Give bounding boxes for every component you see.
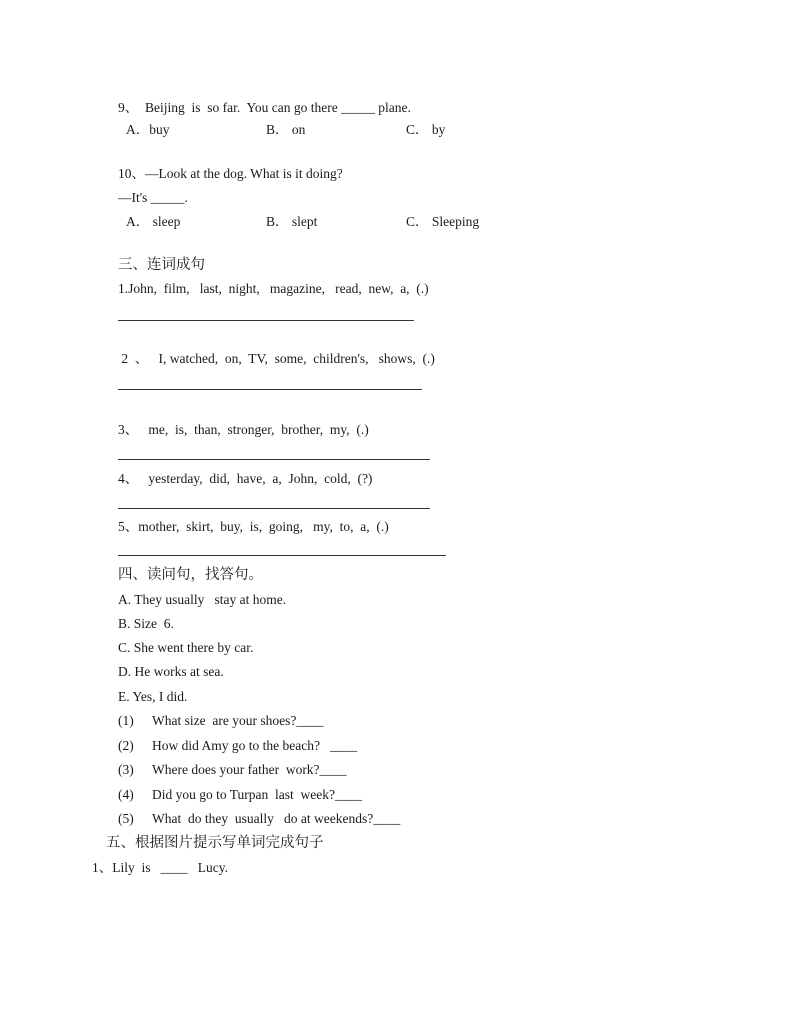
- answer-e: E. Yes, I did.: [118, 689, 188, 704]
- question-3-text: Where does your father work?____: [152, 762, 347, 777]
- question-2-text: How did Amy go to the beach? ____: [152, 738, 358, 753]
- answer-a: A. They usually stay at home.: [118, 592, 287, 607]
- q10-option-c: C． Sleeping: [406, 214, 480, 229]
- q9-stem: 9、 Beijing is so far. You can go there _____ plane.: [118, 100, 411, 115]
- question-4-text: Did you go to Turpan last week?____: [152, 787, 362, 802]
- section3-title: 三、连词成句: [118, 257, 205, 273]
- q9-option-b: B． on: [266, 122, 306, 137]
- answer-line-5[interactable]: [118, 555, 446, 556]
- section3-item-2: 2 、 I, watched, on, TV, some, children's, shows, (.): [118, 351, 435, 366]
- q10-reply: —It's _____.: [118, 190, 188, 205]
- q10-option-a: A． sleep: [126, 214, 181, 229]
- answer-line-2[interactable]: [118, 389, 422, 390]
- section5-item-1: 1、Lily is ____ Lucy.: [92, 860, 228, 875]
- q9-option-a: A．buy: [126, 122, 170, 137]
- answer-d: D. He works at sea.: [118, 664, 224, 679]
- q10-option-b: B． slept: [266, 214, 318, 229]
- answer-line-1[interactable]: [118, 320, 414, 321]
- q9-option-c: C． by: [406, 122, 446, 137]
- answer-b: B. Size 6.: [118, 616, 174, 631]
- section3-item-3: 3、 me, is, than, stronger, brother, my, (.): [118, 422, 369, 437]
- section3-item-4: 4、 yesterday, did, have, a, John, cold, (?): [118, 471, 373, 486]
- question-4-num: (4): [118, 787, 134, 802]
- question-1-num: (1): [118, 713, 134, 728]
- answer-line-4[interactable]: [118, 508, 430, 509]
- section3-item-1: 1.John, film, last, night, magazine, read, new, a, (.): [118, 281, 429, 296]
- section3-item-5: 5、mother, skirt, buy, is, going, my, to, a, (.): [118, 519, 389, 534]
- question-5-num: (5): [118, 811, 134, 826]
- question-5-text: What do they usually do at weekends?____: [152, 811, 401, 826]
- question-3-num: (3): [118, 762, 134, 777]
- answer-c: C. She went there by car.: [118, 640, 254, 655]
- question-1-text: What size are your shoes?____: [152, 713, 324, 728]
- section4-title: 四、读问句，找答句。: [118, 567, 263, 583]
- answer-line-3[interactable]: [118, 459, 430, 460]
- section5-title: 五、根据图片提示写单词完成句子: [106, 835, 324, 851]
- q10-stem: 10、—Look at the dog. What is it doing?: [118, 166, 343, 181]
- question-2-num: (2): [118, 738, 134, 753]
